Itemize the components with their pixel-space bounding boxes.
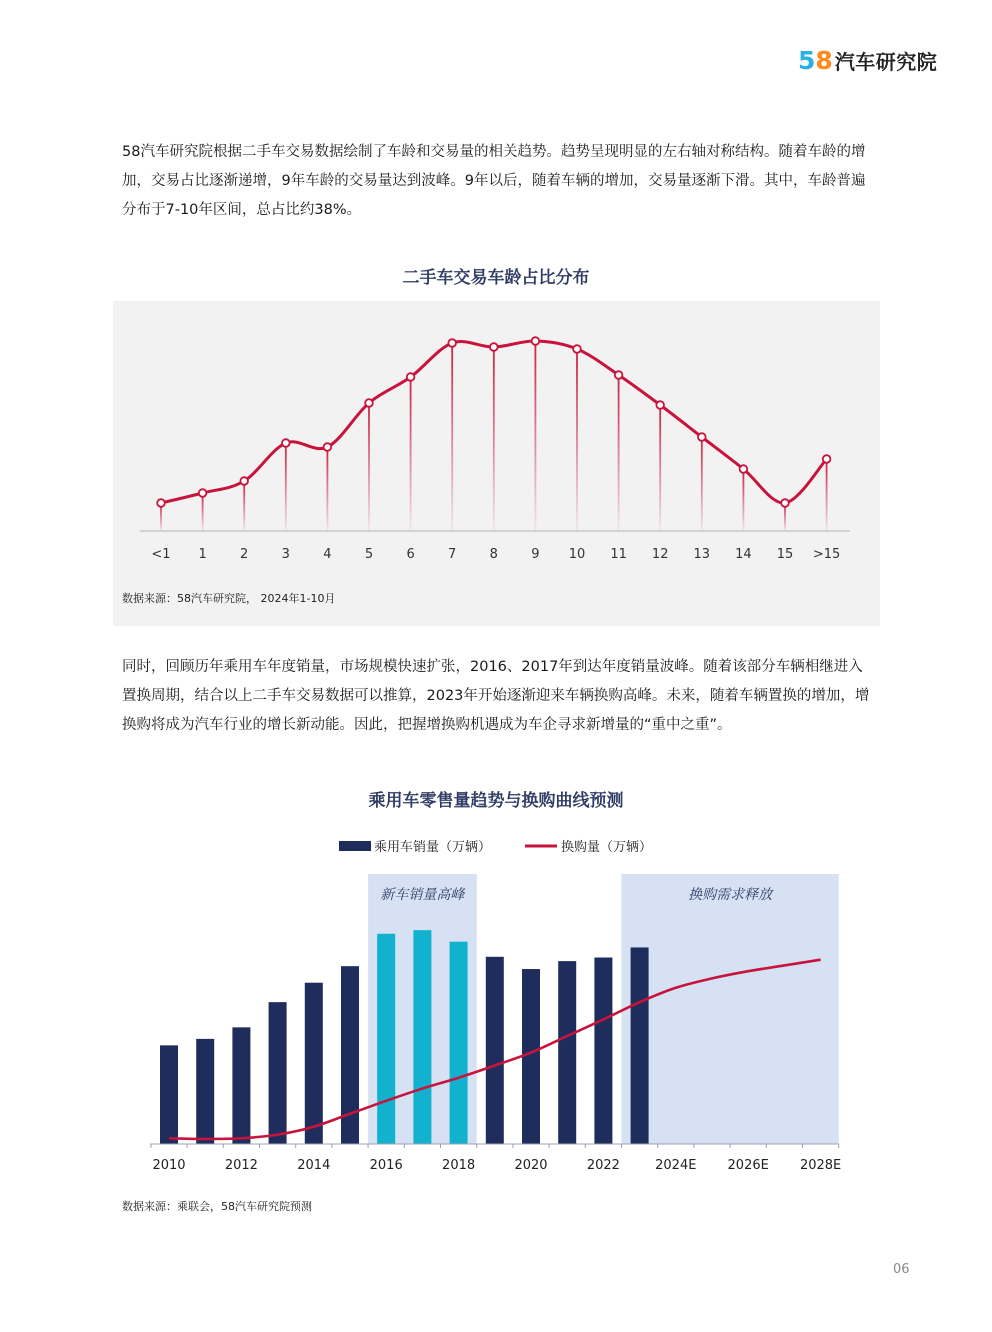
x-tick-label: >15 bbox=[812, 547, 841, 562]
sales-bar bbox=[232, 1027, 250, 1144]
x-tick-label: <1 bbox=[151, 547, 171, 562]
sales-bar bbox=[558, 961, 576, 1144]
legend-label-sales: 乘用车销量（万辆） bbox=[374, 840, 492, 855]
sales-bar bbox=[196, 1039, 214, 1144]
logo-digit-8: 8 bbox=[815, 45, 833, 75]
sales-bar bbox=[305, 983, 323, 1144]
sales-bar bbox=[160, 1045, 178, 1144]
sales-bar bbox=[522, 969, 540, 1144]
x-tick-label: 13 bbox=[693, 547, 711, 562]
chart2-source: 数据来源：乘联会，58汽车研究院预测 bbox=[122, 1200, 312, 1213]
x-tick-label: 2026E bbox=[727, 1158, 769, 1173]
logo-text: 汽车研究院 bbox=[834, 49, 938, 74]
sales-bar bbox=[413, 930, 431, 1144]
legend-swatch-sales bbox=[339, 841, 371, 851]
intro-paragraph: 58汽车研究院根据二手车交易数据绘制了车龄和交易量的相关趋势。趋势呈现明显的左右轴对称结构。随着车龄的增加，交易占比逐渐递增，9年车龄的交易量达到波峰。9年以后，随着车辆的增加，交易量逐渐下滑。其中，车龄普遍分布于7-10年区间，总占比约38%。 bbox=[122, 144, 866, 218]
x-tick-label: 9 bbox=[531, 547, 540, 562]
page-number: 06 bbox=[893, 1262, 910, 1277]
x-tick-label: 14 bbox=[735, 547, 752, 562]
x-tick-label: 2 bbox=[240, 547, 249, 562]
x-tick-label: 3 bbox=[281, 547, 290, 562]
chart1-title: 二手车交易车龄占比分布 bbox=[402, 268, 590, 288]
x-tick-label: 2010 bbox=[152, 1158, 186, 1173]
sales-bar bbox=[594, 958, 612, 1144]
sales-bar bbox=[450, 942, 468, 1144]
x-tick-label: 2028E bbox=[799, 1158, 842, 1173]
band-label: 新车销量高峰 bbox=[380, 887, 465, 903]
x-tick-label: 6 bbox=[406, 547, 415, 562]
sales-bar bbox=[269, 1002, 287, 1144]
x-tick-label: 2018 bbox=[442, 1158, 476, 1173]
highlight-band bbox=[622, 874, 839, 1144]
sales-bar bbox=[377, 934, 395, 1144]
x-tick-label: 10 bbox=[568, 547, 586, 562]
sales-bar bbox=[631, 947, 649, 1144]
x-tick-label: 5 bbox=[364, 547, 374, 562]
x-tick-label: 15 bbox=[776, 547, 794, 562]
x-tick-label: 2012 bbox=[224, 1158, 258, 1173]
x-tick-label: 2016 bbox=[369, 1158, 403, 1173]
x-tick-label: 1 bbox=[198, 547, 207, 562]
logo-digit-5: 5 bbox=[798, 45, 816, 75]
band-label: 换购需求释放 bbox=[688, 887, 773, 903]
x-tick-label: 11 bbox=[610, 547, 627, 562]
legend-label-replacement: 换购量（万辆） bbox=[561, 840, 653, 855]
sales-bar bbox=[486, 957, 504, 1144]
x-tick-label: 4 bbox=[323, 547, 332, 562]
chart1-source: 数据来源：58汽车研究院， 2024年1-10月 bbox=[122, 592, 336, 605]
x-tick-label: 2022 bbox=[586, 1158, 620, 1173]
x-tick-label: 2014 bbox=[297, 1158, 331, 1173]
x-tick-label: 8 bbox=[489, 547, 498, 562]
x-tick-label: 12 bbox=[651, 547, 669, 562]
x-tick-label: 7 bbox=[448, 547, 457, 562]
chart2-title: 乘用车零售量趋势与换购曲线预测 bbox=[368, 791, 624, 811]
middle-paragraph: 同时，回顾历年乘用车年度销量，市场规模快速扩张，2016、2017年到达年度销量波峰。随着该部分车辆相继进入置换周期，结合以上二手车交易数据可以推算，2023年开始逐渐迎来车辆换购高峰。未来，随着车辆置换的增加，增换购将成为汽车行业的增长新动能。因此，把握增换购机遇成为车企寻求新增量的“重中之重”。 bbox=[122, 659, 870, 733]
x-tick-label: 2024E bbox=[655, 1158, 697, 1173]
x-tick-label: 2020 bbox=[514, 1158, 548, 1173]
